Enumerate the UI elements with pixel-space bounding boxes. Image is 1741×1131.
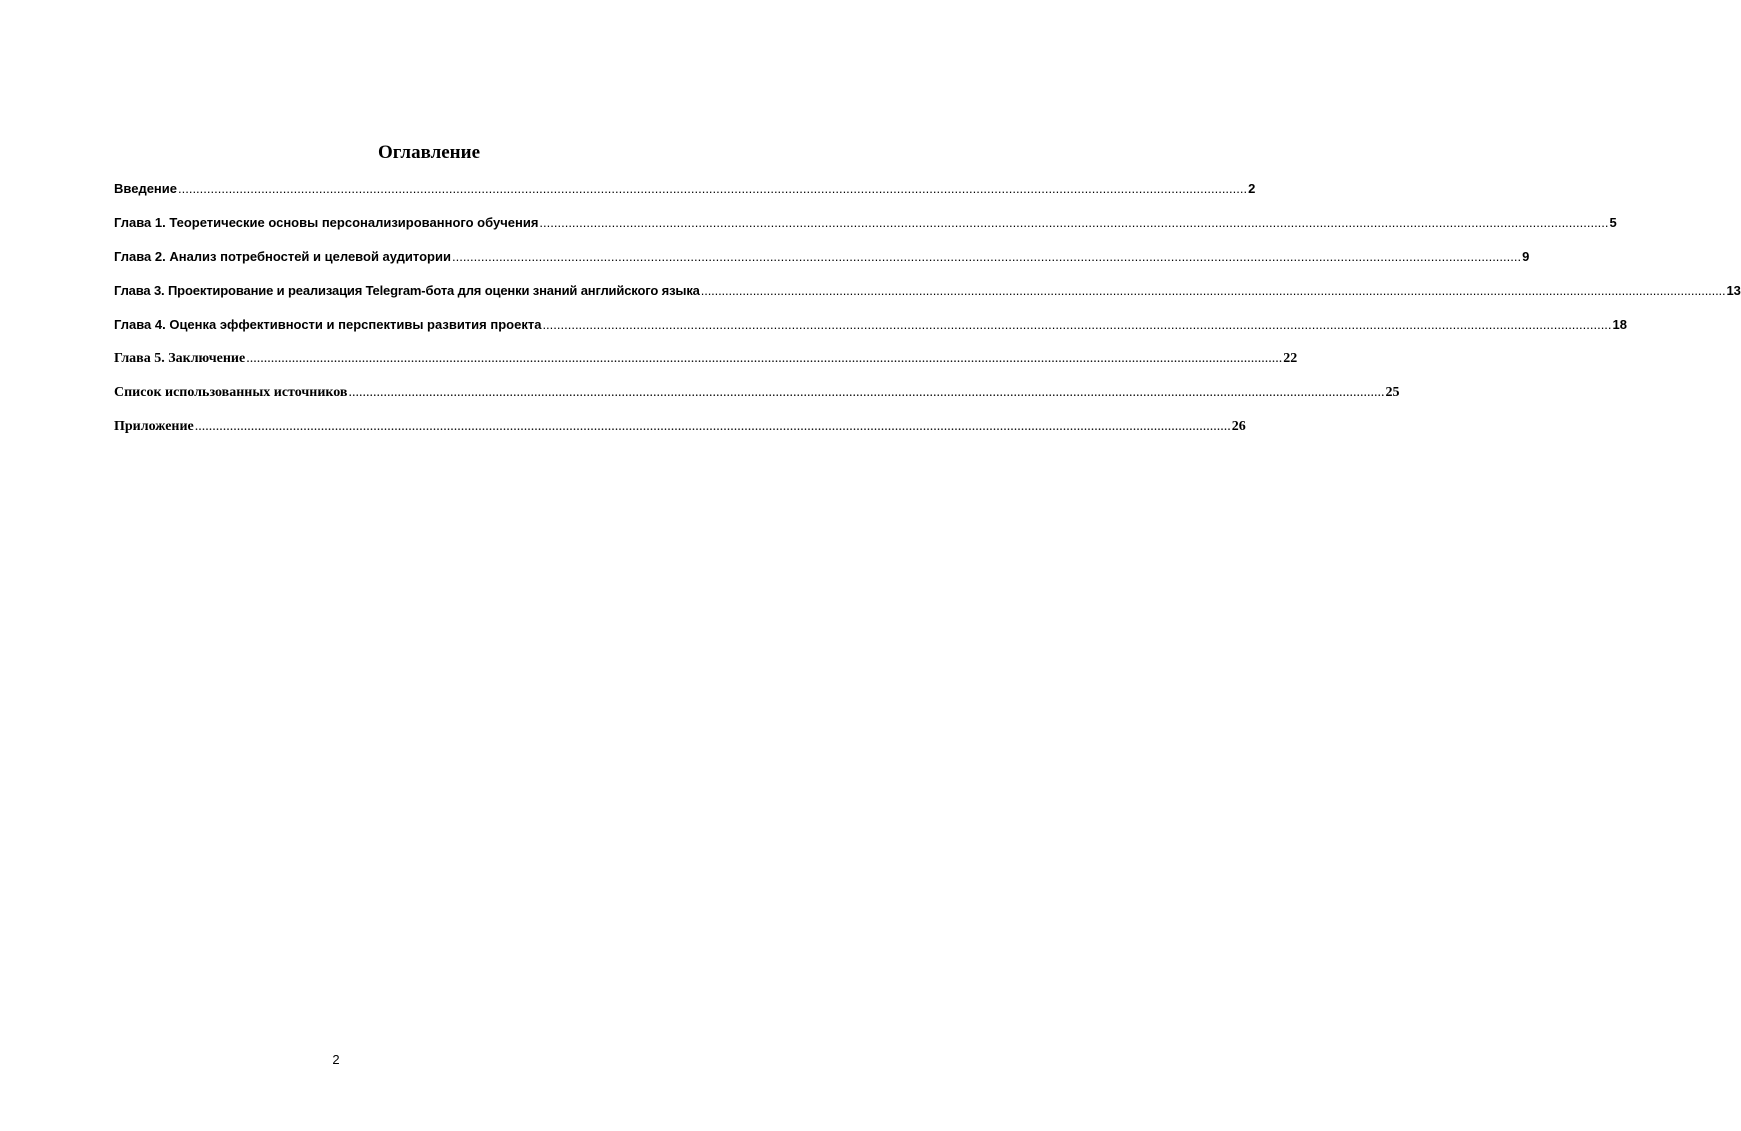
toc-dot-leader [178,178,1247,200]
toc-dot-leader [542,314,1611,336]
toc-dot-leader [349,382,1385,404]
toc-entry-page: 22 [1283,351,1298,366]
toc-entry-page: 9 [1522,249,1530,264]
toc-entry-page: 5 [1609,215,1617,230]
toc-entry-chapter-3[interactable] [114,280,1741,314]
toc-entry-label: Глава 3. Проектирование и реализация Telegram-бота для оценки знаний английского языка [114,283,700,298]
toc-entry-chapter-5[interactable] [114,348,1298,382]
toc-dot-leader [195,416,1231,438]
toc-entry-chapter-2[interactable] [114,246,1530,280]
toc-title: Оглавление [377,142,481,163]
toc-dot-leader [539,212,1608,234]
toc-entry-label: Глава 4. Оценка эффективности и перспективы развития проекта [114,317,542,332]
toc-entry-label: Глава 2. Анализ потребностей и целевой аудитории [114,249,451,264]
toc-entry-page: 13 [1726,283,1741,298]
toc-entry-chapter-4[interactable] [114,314,1628,348]
toc-entry-chapter-1[interactable] [114,212,1617,246]
toc-entry-label: Глава 1. Теоретические основы персонализированного обучения [114,215,539,230]
toc-entry-label: Список использованных источников [114,385,348,400]
toc-dot-leader [452,246,1521,268]
toc-entry-page: 26 [1231,419,1246,434]
toc-entry-label: Глава 5. Заключение [114,351,246,366]
toc-entry-references[interactable] [114,382,1400,416]
toc-entry-page: 18 [1612,317,1628,332]
toc-entry-page: 2 [1248,181,1256,196]
toc-entry-page: 25 [1385,385,1400,400]
toc-entry-appendix[interactable] [114,416,1246,450]
toc-dot-leader [246,348,1282,370]
toc-dot-leader [701,280,1726,302]
page-number: 2 [332,1052,340,1067]
toc-entry-label: Введение [114,181,177,196]
toc-list [114,178,1741,450]
toc-entry-label: Приложение [114,419,194,434]
toc-entry-introduction[interactable] [114,178,1256,212]
